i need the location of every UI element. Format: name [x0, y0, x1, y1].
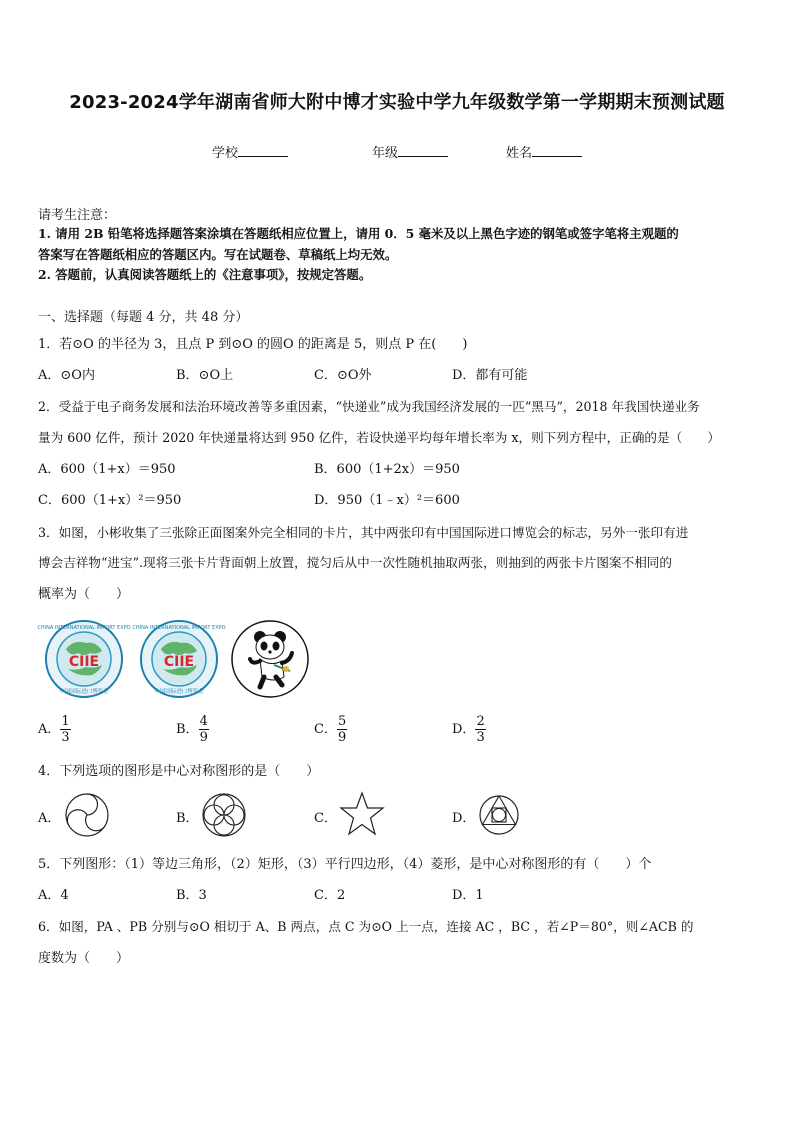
notice-item-1b: 答案写在答题纸相应的答题区内。写在试题卷、草稿纸上均无效。: [38, 247, 398, 262]
q1-option-d: D．都有可能: [452, 368, 528, 383]
ciie-ring-top-2: CHINA INTERNATIONAL IMPORT EXPO: [132, 625, 226, 631]
ciie-logo-card-1: [37, 619, 131, 699]
q3-option-b-denominator: 9: [199, 730, 208, 745]
q3-option-d-label: D．: [452, 722, 476, 737]
q3-option-a-label: A．: [38, 722, 61, 737]
q3-option-c-denominator: 9: [337, 730, 347, 745]
q3-option-a: [38, 714, 71, 745]
name-field: [506, 142, 582, 161]
school-field: [212, 142, 288, 161]
ciie-logo-card-2: [132, 619, 226, 699]
q3-option-b: [176, 714, 209, 745]
q3-option-b-numerator: 4: [199, 714, 208, 729]
q3-option-c-fraction: [337, 714, 347, 745]
three-swirl-circle-icon: [64, 792, 110, 838]
q3-option-c-label: C．: [314, 722, 337, 737]
q2-option-b: B．600（1+2x）＝950: [314, 462, 460, 477]
q3-stem-line3: 概率为（ ）: [38, 587, 130, 602]
ciie-ring-bottom-2: 中国国际进口博览会: [154, 689, 204, 695]
q5-stem: 5．下列图形：（1）等边三角形，（2）矩形，（3）平行四边形，（4）菱形，是中心对称图形的有（ ）个: [38, 857, 652, 872]
q4-option-d-label: D．: [452, 811, 476, 826]
notice-item-1a: 1. 请用 2B 铅笔将选择题答案涂填在答题纸相应位置上，请用 0．5 毫米及以上黑色字迹的钢笔或签字笔将主观题的: [38, 226, 679, 241]
school-blank: [238, 144, 288, 157]
exam-title: 2023-2024学年湖南省师大附中博才实验中学九年级数学第一学期期末预测试题: [69, 92, 725, 113]
q3-option-d: [452, 714, 486, 745]
grade-label: 年级: [372, 146, 399, 161]
q1-option-c: C．⊙O外: [314, 368, 372, 383]
q4-option-c-label: C．: [314, 811, 337, 826]
q5-option-c: C．2: [314, 888, 346, 903]
five-point-star-icon: [338, 791, 386, 837]
q3-option-c: [314, 714, 347, 745]
q2-option-d: D．950（1﹣x）²＝600: [314, 493, 460, 508]
q3-option-d-denominator: 3: [476, 730, 485, 745]
name-blank: [532, 144, 582, 157]
q2-stem-line1: 2．受益于电子商务发展和法治环境改善等多重因素，“快递业”成为我国经济发展的一匹“黑马”，2018 年我国快递业务: [38, 399, 700, 414]
q5-option-a: A．4: [38, 888, 69, 903]
name-label: 姓名: [506, 146, 533, 161]
ciie-logo-text-1: CIIE: [68, 654, 100, 670]
q2-stem-line2: 量为 600 亿件，预计 2020 年快递量将达到 950 亿件，若设快递平均每年增长率为 x，则下列方程中，正确的是（ ）: [38, 430, 720, 445]
q5-option-b: B．3: [176, 888, 207, 903]
notice-heading: 请考生注意：: [38, 208, 117, 223]
q6-stem-line2: 度数为（ ）: [38, 951, 130, 966]
grade-field: [372, 142, 448, 161]
q4-option-a-label: A．: [38, 811, 61, 826]
q5-option-d: D．1: [452, 888, 484, 903]
ciie-logo-text-2: CIIE: [163, 654, 195, 670]
q3-option-a-denominator: 3: [61, 730, 70, 745]
q3-option-d-fraction: [475, 714, 485, 745]
q4-option-b-label: B．: [176, 811, 199, 826]
q1-option-b: B．⊙O上: [176, 368, 234, 383]
four-petal-circle-icon: [201, 792, 247, 838]
q2-option-c: C．600（1+x）²＝950: [38, 493, 182, 508]
q3-option-a-numerator: 1: [61, 714, 70, 729]
q3-option-a-fraction: [60, 714, 70, 745]
q4-stem: 4．下列选项的图形是中心对称图形的是（ ）: [38, 764, 320, 779]
q2-option-a: A．600（1+x）＝950: [38, 462, 176, 477]
q1-stem: 1．若⊙O 的半径为 3，且点 P 到⊙O 的圆O 的距离是 5，则点 P 在( ): [38, 337, 468, 352]
q3-option-b-fraction: [199, 714, 209, 745]
section-heading: 一、选择题（每题 4 分，共 48 分）: [38, 310, 249, 325]
circle-square-triangle-icon: [478, 794, 520, 836]
q3-stem-line1: 3．如图，小彬收集了三张除正面图案外完全相同的卡片，其中两张印有中国国际进口博览会的标志，另外一张印有进: [38, 525, 689, 540]
q1-option-a: A．⊙O内: [38, 368, 95, 383]
school-label: 学校: [212, 146, 239, 161]
q6-stem-line1: 6．如图，PA 、PB 分别与⊙O 相切于 A、B 两点，点 C 为⊙O 上一点，连接 AC ，BC ，若∠P＝80°，则∠ACB 的: [38, 919, 694, 934]
q3-stem-line2: 博会吉祥物“进宝”.现将三张卡片背面朝上放置，搅匀后从中一次性随机抽取两张，则抽到的两张卡片图案不相同的: [38, 555, 672, 570]
ciie-ring-bottom-1: 中国国际进口博览会: [59, 689, 109, 695]
q3-option-c-numerator: 5: [337, 714, 347, 729]
ciie-ring-top-1: CHINA INTERNATIONAL IMPORT EXPO: [37, 625, 131, 631]
q3-option-d-numerator: 2: [476, 714, 485, 729]
q3-option-b-label: B．: [176, 722, 199, 737]
grade-blank: [398, 144, 448, 157]
notice-item-2: 2. 答题前，认真阅读答题纸上的《注意事项》，按规定答题。: [38, 267, 372, 282]
panda-mascot-card: [230, 619, 310, 699]
